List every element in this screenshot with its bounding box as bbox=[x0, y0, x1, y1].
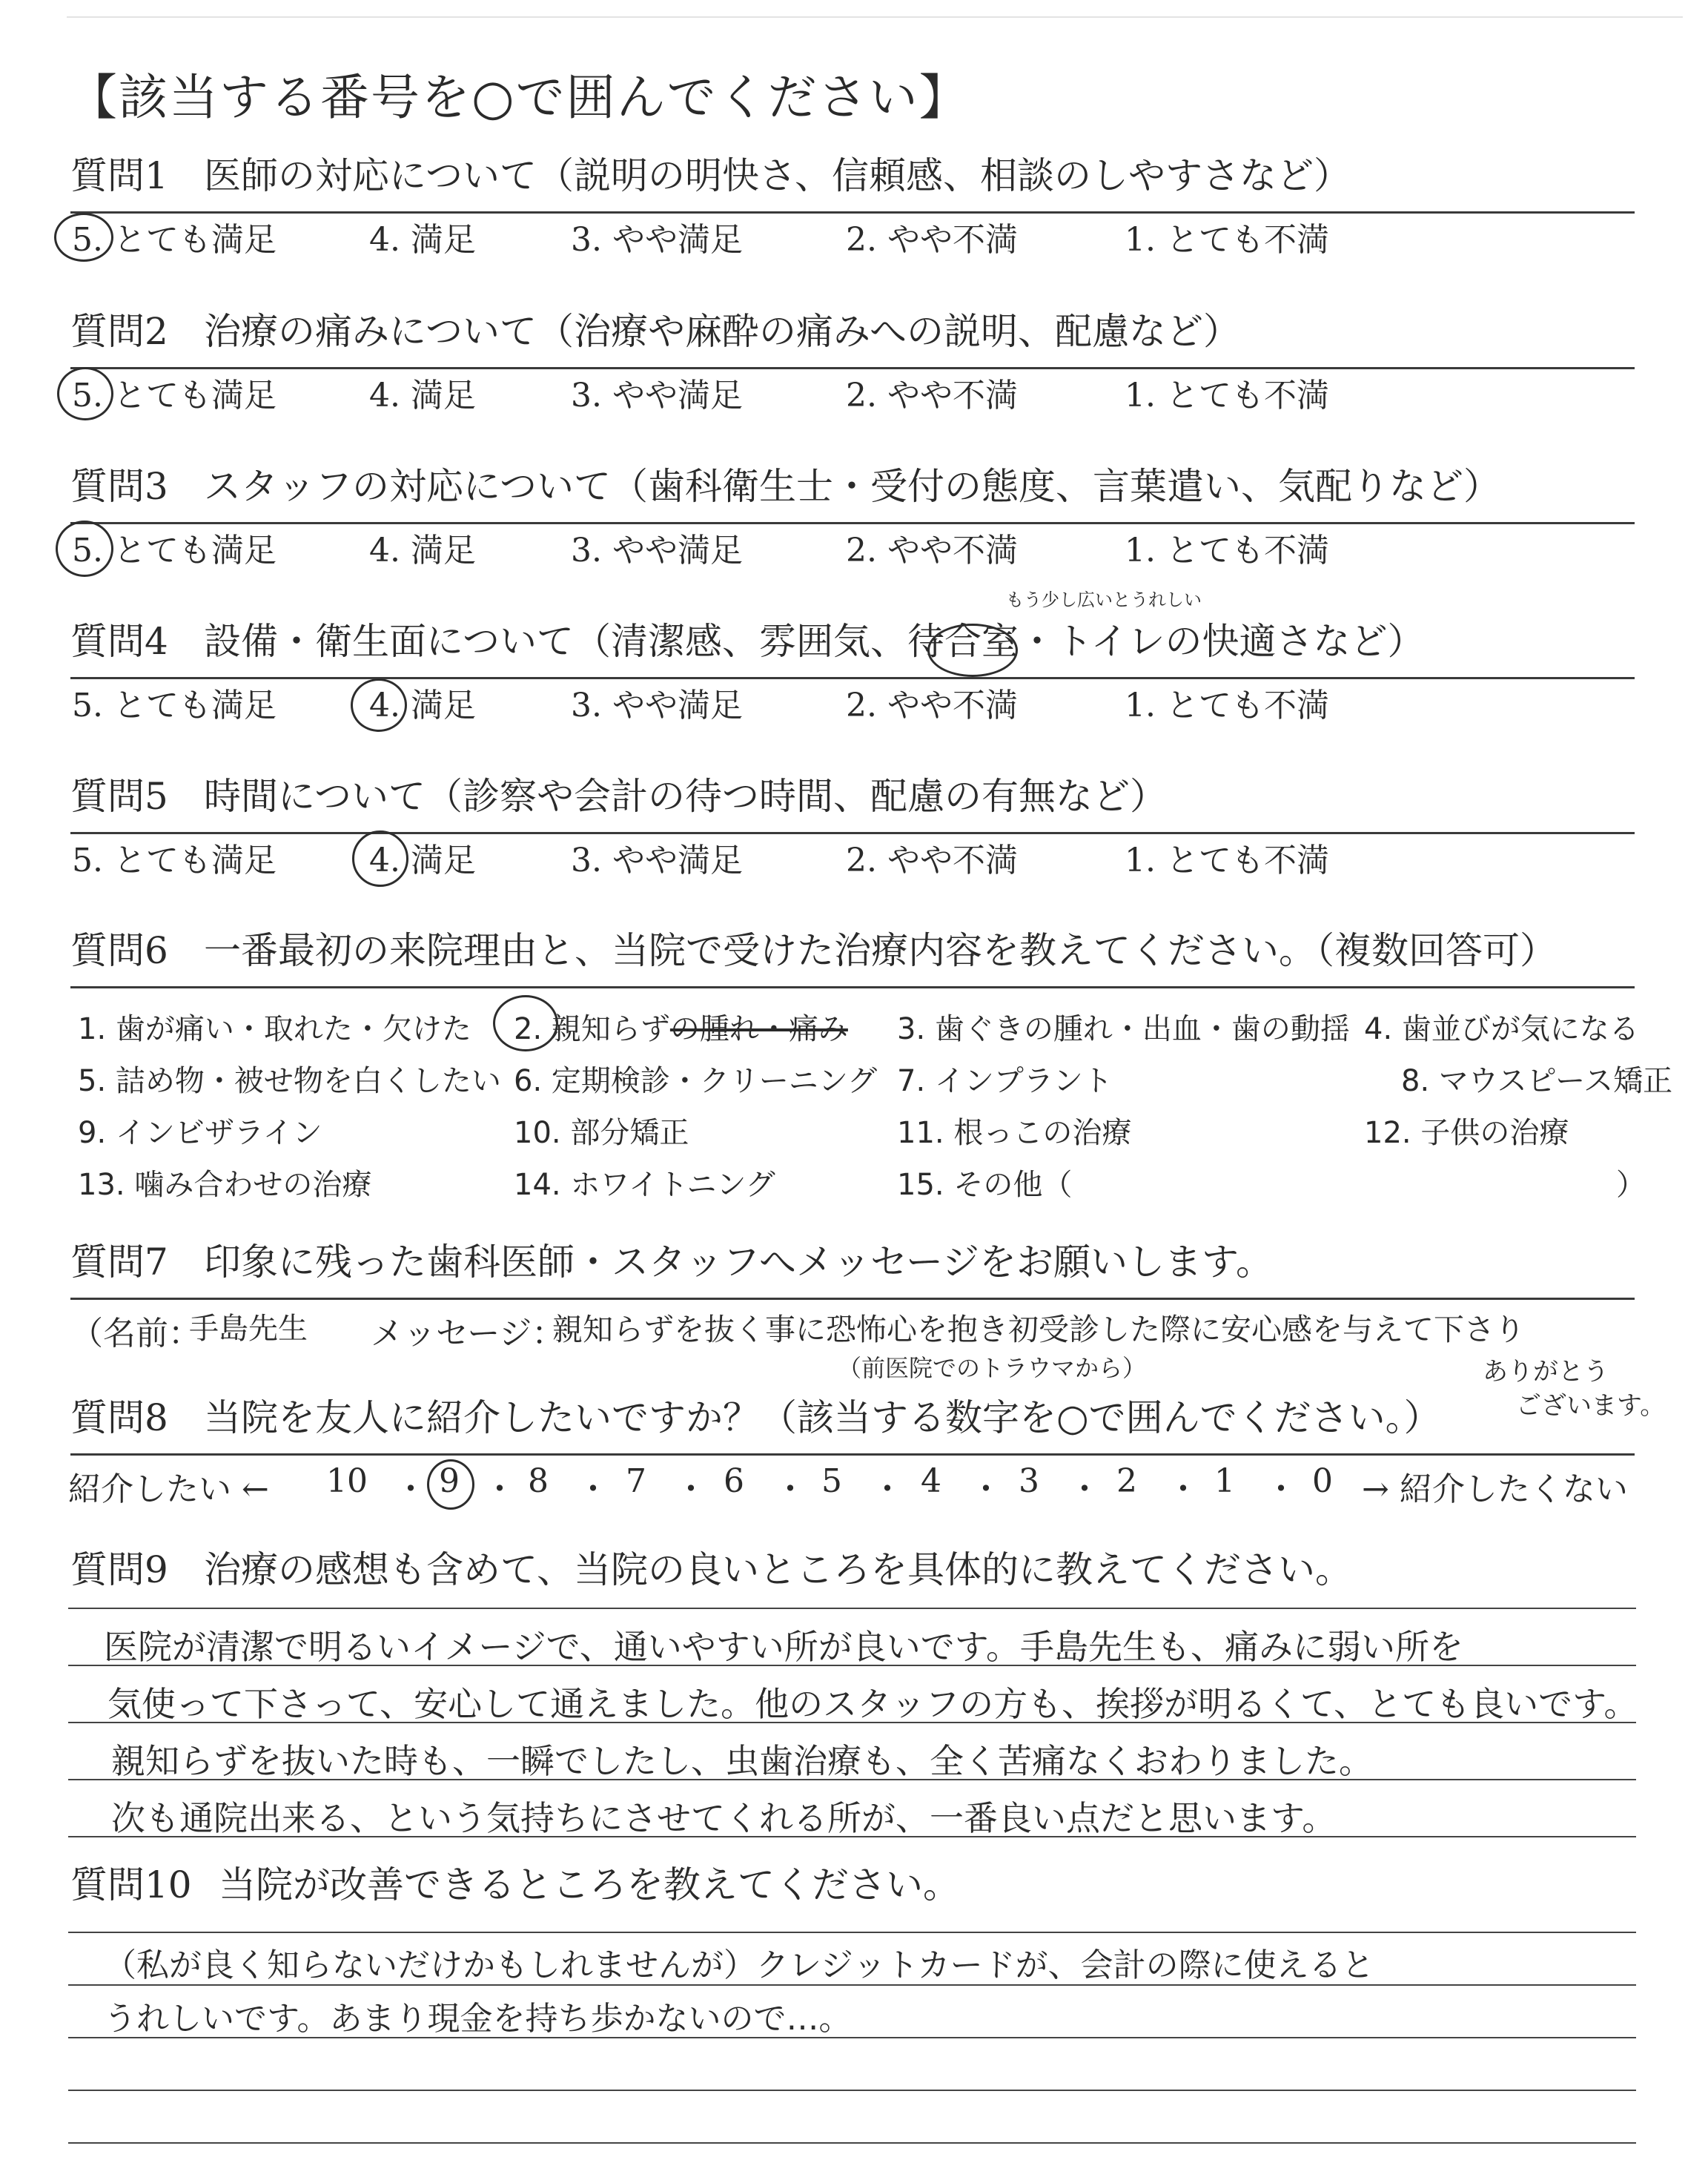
scale-right-label: → 紹介したくない bbox=[1362, 1470, 1628, 1508]
option-5[interactable]: 5. とても満足 bbox=[72, 532, 277, 569]
answer-text: 親知らずを抜いた時も、一瞬でしたし、虫歯治療も、全く苦痛なくおわりました。 bbox=[111, 1741, 1373, 1781]
option-4[interactable]: 4. 満足 bbox=[369, 221, 476, 259]
question-text: 当院を友人に紹介したいですか？（該当する数字を○で囲んでください。） bbox=[204, 1396, 1441, 1439]
question-text: 治療の痛みについて（治療や麻酔の痛みへの説明、配慮など） bbox=[204, 310, 1240, 353]
treatment-option[interactable]: 9. インビザライン bbox=[78, 1116, 322, 1150]
treatment-option[interactable]: 7. インプラント bbox=[897, 1064, 1113, 1098]
option-1[interactable]: 1. とても不満 bbox=[1125, 377, 1329, 415]
answer-line bbox=[68, 1932, 1636, 1933]
scale-dot: ・ bbox=[774, 1470, 807, 1508]
rating-options bbox=[70, 524, 1635, 568]
top-border bbox=[67, 16, 1683, 18]
message-aside: （前医院でのトラウマから） bbox=[838, 1354, 1147, 1382]
treatment-option[interactable]: 1. 歯が痛い・取れた・欠けた bbox=[78, 1012, 471, 1046]
treatment-option[interactable]: 12. 子供の治療 bbox=[1364, 1116, 1569, 1150]
question-label: 質問4 bbox=[70, 620, 168, 663]
struck-text: の腫れ・痛み bbox=[669, 1012, 848, 1046]
scale-dot: ・ bbox=[675, 1470, 707, 1508]
paren-close: ） bbox=[1616, 1168, 1646, 1202]
question-10 bbox=[70, 1861, 1635, 1913]
answer-line bbox=[68, 2090, 1636, 2091]
scale-dot: ・ bbox=[394, 1470, 427, 1508]
scale-left-label: 紹介したい ← bbox=[68, 1470, 269, 1508]
question-9 bbox=[70, 1546, 1635, 1598]
question-text: スタッフの対応について（歯科衛生士・受付の態度、言葉遣い、気配りなど） bbox=[204, 465, 1500, 508]
option-3[interactable]: 3. やや満足 bbox=[571, 842, 743, 879]
option-1[interactable]: 1. とても不満 bbox=[1125, 221, 1329, 259]
option-4[interactable]: 4. 満足 bbox=[369, 532, 476, 569]
option-1[interactable]: 1. とても不満 bbox=[1125, 687, 1329, 724]
question-label: 質問6 bbox=[70, 929, 168, 972]
option-5[interactable]: 5. とても満足 bbox=[72, 377, 277, 415]
question-2 bbox=[70, 308, 1635, 415]
option-1[interactable]: 1. とても不満 bbox=[1125, 532, 1329, 569]
question-4 bbox=[70, 589, 1635, 724]
name-value: 手島先生 bbox=[189, 1312, 308, 1346]
option-5[interactable]: 5. とても満足 bbox=[72, 842, 277, 879]
rating-options bbox=[70, 213, 1635, 257]
question-text: 印象に残った歯科医師・スタッフへメッセージをお願いします。 bbox=[204, 1241, 1273, 1284]
option-2[interactable]: 2. やや不満 bbox=[846, 532, 1018, 569]
question-text: 医師の対応について（説明の明快さ、信頼感、相談のしやすさなど） bbox=[204, 154, 1351, 197]
question-label: 質問10 bbox=[70, 1863, 192, 1906]
rating-options bbox=[70, 678, 1635, 723]
scale-dot: ・ bbox=[970, 1470, 1002, 1508]
rating-options bbox=[70, 369, 1635, 413]
scale-4[interactable]: 4 bbox=[921, 1462, 941, 1500]
option-2[interactable]: 2. やや不満 bbox=[846, 221, 1018, 259]
scale-7[interactable]: 7 bbox=[626, 1462, 646, 1500]
question-1 bbox=[70, 152, 1635, 259]
message-end: ございます。 bbox=[1516, 1391, 1666, 1421]
option-4[interactable]: 4. 満足 bbox=[369, 687, 476, 724]
scale-dot: ・ bbox=[577, 1470, 609, 1508]
selection-circle bbox=[54, 213, 113, 262]
selection-circle bbox=[352, 830, 408, 887]
option-2[interactable]: 2. やや不満 bbox=[846, 687, 1018, 724]
treatment-option[interactable]: 11. 根っこの治療 bbox=[897, 1116, 1132, 1150]
scale-8[interactable]: 8 bbox=[528, 1462, 549, 1500]
answer-text: うれしいです。あまり現金を持ち歩かないので…。 bbox=[104, 2000, 852, 2038]
scale-dot: ・ bbox=[1167, 1470, 1199, 1508]
selection-circle bbox=[57, 367, 113, 420]
option-3[interactable]: 3. やや満足 bbox=[571, 532, 743, 569]
scale-2[interactable]: 2 bbox=[1116, 1462, 1137, 1500]
question-rule bbox=[70, 1453, 1635, 1456]
question-8 bbox=[70, 1394, 1635, 1446]
option-3[interactable]: 3. やや満足 bbox=[571, 221, 743, 259]
message-value: 親知らずを抜く事に恐怖心を抱き初受診した際に安心感を与えて下さり bbox=[552, 1312, 1525, 1347]
scale-10[interactable]: 10 bbox=[326, 1462, 368, 1500]
selection-circle bbox=[351, 678, 407, 732]
margin-note: もう少し広いとうれしい bbox=[1006, 589, 1202, 610]
scale-6[interactable]: 6 bbox=[724, 1462, 744, 1500]
question-text: 一番最初の来院理由と、当院で受けた治療内容を教えてください。（複数回答可） bbox=[204, 929, 1557, 972]
answer-line bbox=[68, 2142, 1636, 2144]
treatment-option[interactable]: 15. その他（ bbox=[897, 1168, 1073, 1202]
treatment-option[interactable]: 10. 部分矯正 bbox=[514, 1116, 689, 1150]
question-label: 質問3 bbox=[70, 465, 168, 508]
option-5[interactable]: 5. とても満足 bbox=[72, 221, 277, 259]
question-label: 質問2 bbox=[70, 310, 168, 353]
scale-3[interactable]: 3 bbox=[1019, 1462, 1039, 1500]
answer-text: 気使って下さって、安心して通えました。他のスタッフの方も、挨拶が明るくて、とても良いです。 bbox=[107, 1684, 1638, 1724]
question-text: 時間について（診察や会計の待つ時間、配慮の有無など） bbox=[204, 775, 1167, 818]
option-1[interactable]: 1. とても不満 bbox=[1125, 842, 1329, 879]
message-end: ありがとう bbox=[1483, 1357, 1609, 1387]
treatment-option[interactable]: 6. 定期検診・クリーニング bbox=[514, 1064, 878, 1098]
scale-9[interactable]: 9 bbox=[439, 1462, 460, 1500]
question-label: 質問9 bbox=[70, 1548, 168, 1591]
question-3 bbox=[70, 463, 1635, 569]
question-label: 質問5 bbox=[70, 775, 168, 818]
annotation-circle bbox=[927, 624, 1018, 677]
treatment-option[interactable]: 13. 噛み合わせの治療 bbox=[78, 1168, 372, 1202]
option-4[interactable]: 4. 満足 bbox=[369, 377, 476, 415]
treatment-option[interactable]: 2. 親知らずの腫れ・痛み bbox=[514, 1012, 848, 1046]
answer-text: 医院が清潔で明るいイメージで、通いやすい所が良いです。手島先生も、痛みに弱い所を bbox=[104, 1627, 1464, 1667]
scale-dot: ・ bbox=[871, 1470, 904, 1508]
rating-options bbox=[70, 833, 1635, 878]
page-title: 【該当する番号を○で囲んでください】 bbox=[68, 69, 970, 126]
message-label: メッセージ： bbox=[371, 1315, 565, 1353]
scale-1[interactable]: 1 bbox=[1214, 1462, 1235, 1500]
answer-line bbox=[68, 1608, 1636, 1609]
scale-dot: ・ bbox=[1068, 1470, 1101, 1508]
answer-text: 次も通院出来る、という気持ちにさせてくれる所が、一番良い点だと思います。 bbox=[111, 1798, 1337, 1838]
scale-dot: ・ bbox=[483, 1470, 516, 1508]
question-5 bbox=[70, 773, 1635, 879]
question-rule bbox=[70, 1298, 1635, 1300]
treatment-option[interactable]: 8. マウスピース矯正 bbox=[1401, 1064, 1673, 1098]
answer-text: （私が良く知らないだけかもしれませんが）クレジットカードが、会計の際に使えると bbox=[104, 1946, 1374, 1984]
recommend-scale bbox=[68, 1462, 1640, 1507]
selection-circle bbox=[427, 1459, 474, 1510]
question-6 bbox=[70, 927, 1635, 979]
scale-dot: ・ bbox=[1265, 1470, 1297, 1508]
question-text: 治療の感想も含めて、当院の良いところを具体的に教えてください。 bbox=[204, 1548, 1352, 1591]
selection-circle bbox=[56, 521, 113, 577]
option-3[interactable]: 3. やや満足 bbox=[571, 687, 743, 724]
option-5[interactable]: 5. とても満足 bbox=[72, 687, 277, 724]
question-label: 質問7 bbox=[70, 1241, 168, 1284]
treatment-option[interactable]: 5. 詰め物・被せ物を白くしたい bbox=[78, 1064, 501, 1098]
option-2[interactable]: 2. やや不満 bbox=[846, 842, 1018, 879]
selection-circle bbox=[493, 995, 558, 1051]
question-label: 質問1 bbox=[70, 154, 168, 197]
question-text: 設備・衛生面について（清潔感、雰囲気、待合室・トイレの快適さなど） bbox=[204, 620, 1425, 663]
question-label: 質問8 bbox=[70, 1396, 168, 1439]
scale-5[interactable]: 5 bbox=[821, 1462, 842, 1500]
treatment-option[interactable]: 4. 歯並びが気になる bbox=[1364, 1012, 1639, 1046]
treatment-option[interactable]: 14. ホワイトニング bbox=[514, 1168, 775, 1202]
question-rule bbox=[70, 986, 1635, 988]
scale-0[interactable]: 0 bbox=[1312, 1462, 1333, 1500]
option-3[interactable]: 3. やや満足 bbox=[571, 377, 743, 415]
name-label: （名前： bbox=[70, 1315, 201, 1353]
treatment-option[interactable]: 3. 歯ぐきの腫れ・出血・歯の動揺 bbox=[897, 1012, 1350, 1046]
question-text: 当院が改善できるところを教えてください。 bbox=[219, 1863, 960, 1906]
option-4[interactable]: 4. 満足 bbox=[369, 842, 476, 879]
option-2[interactable]: 2. やや不満 bbox=[846, 377, 1018, 415]
